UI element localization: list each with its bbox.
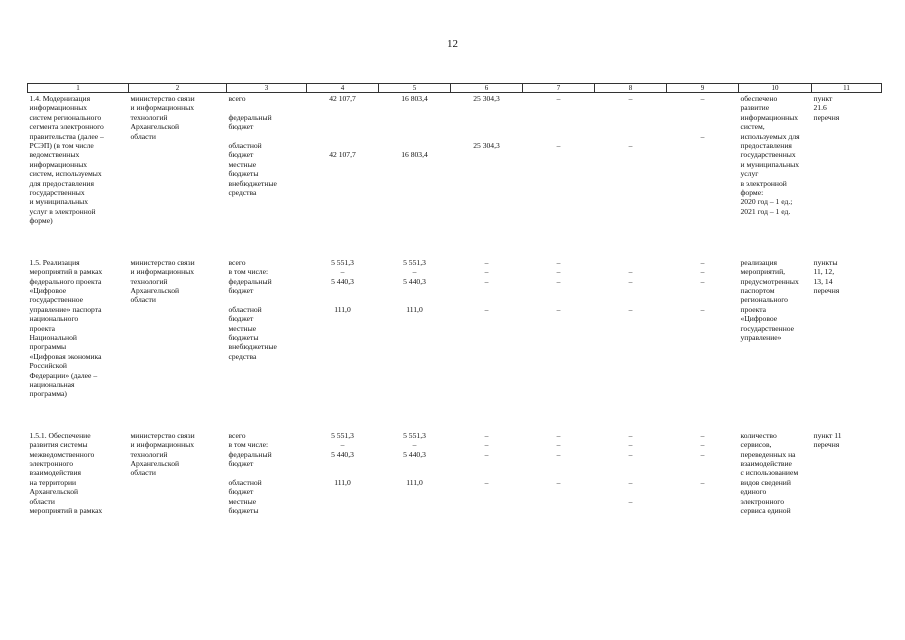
cell-line: технологий	[130, 276, 168, 286]
cell-line: пункты	[813, 257, 838, 267]
cell-line: –	[556, 141, 561, 151]
cell-line: областной	[228, 304, 262, 314]
cell-line: используемых для	[740, 131, 800, 141]
cell-line	[309, 286, 377, 295]
cell-line	[229, 468, 305, 477]
cell-line: внебюджетные	[228, 342, 277, 352]
cell-line: форме:	[740, 188, 764, 198]
cell-line: развитие	[740, 103, 770, 113]
cell-line: бюджеты	[228, 332, 259, 342]
program-table	[27, 83, 882, 516]
measure-name-cell	[28, 430, 129, 517]
cell-line	[597, 286, 665, 295]
cell-line: федеральный	[228, 449, 272, 459]
total-amount-cell	[307, 257, 379, 400]
cell-line: бюджеты	[228, 169, 259, 179]
cell-line	[597, 487, 665, 496]
cell-line: перечня	[813, 440, 840, 450]
cell-line	[669, 286, 737, 295]
cell-line	[381, 122, 449, 131]
cell-line: –	[484, 449, 489, 459]
cell-line: систем регионального	[29, 112, 102, 122]
cell-line: информационных	[29, 103, 88, 113]
cell-line	[381, 103, 449, 112]
reference-cell	[812, 430, 882, 517]
cell-line: –	[484, 304, 489, 314]
cell-line	[669, 103, 737, 112]
executor-cell	[129, 430, 227, 517]
spacer-cell	[28, 227, 882, 257]
page-number: 12	[447, 38, 458, 50]
cell-line	[229, 132, 305, 141]
cell-line: 42 107,7	[329, 94, 356, 103]
cell-line	[525, 295, 593, 304]
cell-line: систем, используемых	[29, 169, 102, 179]
cell-line: 16 803,4	[401, 150, 428, 160]
cell-line: с использованием	[740, 468, 799, 478]
cell-line: государственное	[740, 323, 795, 333]
row-spacer	[28, 227, 882, 257]
cell-line: 16 803,4	[401, 94, 428, 103]
cell-line	[597, 113, 665, 122]
year-2024-cell	[667, 93, 739, 227]
cell-line: Архангельской	[29, 487, 79, 497]
cell-line: Национальной	[29, 332, 77, 342]
cell-line: 2020 год – 1 ед.;	[740, 197, 793, 207]
cell-line: систем,	[740, 122, 765, 132]
cell-line	[669, 122, 737, 131]
cell-line: –	[700, 94, 705, 103]
cell-line: –	[412, 267, 417, 277]
cell-line: перечня	[813, 285, 840, 295]
cell-line: информационных	[29, 159, 88, 169]
cell-line	[669, 295, 737, 304]
year-2022-cell	[523, 257, 595, 400]
cell-line	[381, 295, 449, 304]
cell-line: предусмотренных	[740, 276, 799, 286]
cell-line: бюджет	[228, 285, 254, 295]
reference-cell	[812, 257, 882, 400]
cell-line	[525, 103, 593, 112]
spacer-cell	[28, 400, 882, 430]
cell-line	[309, 141, 377, 150]
cell-line: взаимодействия	[29, 468, 82, 478]
cell-line	[381, 113, 449, 122]
cell-line: 13, 14	[813, 276, 833, 286]
column-header: 11	[812, 84, 882, 93]
cell-line: мероприятий в рамках	[29, 267, 103, 277]
cell-line	[309, 103, 377, 112]
cell-line: 5 551,3	[403, 257, 426, 267]
cell-line: 5 440,3	[403, 449, 426, 459]
cell-line: и информационных	[130, 267, 195, 277]
cell-line: –	[484, 440, 489, 450]
cell-line	[229, 295, 305, 304]
cell-line: –	[700, 449, 705, 459]
cell-line: «Цифровое	[740, 314, 778, 324]
cell-line: государственное	[29, 295, 84, 305]
cell-line: 5 551,3	[331, 430, 354, 440]
year-2022-cell	[523, 93, 595, 227]
cell-line	[525, 122, 593, 131]
cell-line: федеральный	[228, 112, 272, 122]
cell-line: местные	[228, 496, 257, 506]
cell-line: средства	[228, 188, 257, 198]
cell-line: –	[628, 430, 633, 440]
cell-line: бюджет	[228, 459, 254, 468]
cell-line: сервиса единой	[740, 506, 791, 516]
cell-line: развития системы	[29, 440, 88, 450]
cell-line: –	[628, 94, 633, 103]
cell-line: электронного	[29, 459, 74, 468]
cell-line	[597, 103, 665, 112]
cell-line: –	[340, 267, 345, 277]
reference-cell	[812, 93, 882, 227]
cell-line: бюджет	[228, 122, 254, 132]
executor-cell	[129, 93, 227, 227]
cell-line: местные	[228, 159, 257, 169]
cell-line: информационных	[740, 112, 799, 122]
cell-line	[309, 468, 377, 477]
year-2023-cell	[595, 257, 667, 400]
cell-line: 111,0	[406, 477, 423, 487]
cell-line	[381, 286, 449, 295]
cell-line: –	[556, 440, 561, 450]
cell-line	[597, 295, 665, 304]
cell-line	[669, 468, 737, 477]
cell-line	[381, 468, 449, 477]
year-2021-cell	[451, 93, 523, 227]
cell-line: единого	[740, 487, 767, 497]
year-2022-cell	[523, 430, 595, 517]
cell-line: мероприятий,	[740, 267, 786, 277]
cell-line: государственных	[740, 150, 796, 160]
cell-line: проекта	[29, 323, 55, 333]
year-2024-cell	[667, 257, 739, 400]
cell-line: всего	[228, 257, 246, 267]
column-header: 2	[129, 84, 227, 93]
cell-line	[669, 459, 737, 468]
cell-line	[309, 132, 377, 141]
cell-line: бюджет	[228, 314, 254, 324]
cell-line: области	[29, 496, 55, 506]
cell-line: –	[700, 276, 705, 286]
cell-line	[669, 113, 737, 122]
cell-line: технологий	[130, 112, 168, 122]
total-amount-cell	[307, 93, 379, 227]
cell-line: –	[700, 440, 705, 450]
cell-line: –	[628, 276, 633, 286]
cell-line: министерство связи	[130, 94, 195, 103]
cell-line: –	[556, 449, 561, 459]
cell-line: 2021 год – 1 ед.	[740, 206, 791, 216]
cell-line: количество	[740, 430, 777, 440]
total-amount-cell	[307, 430, 379, 517]
cell-line	[597, 468, 665, 477]
cell-line: паспортом	[740, 285, 775, 295]
year-2020-cell	[379, 257, 451, 400]
cell-line	[309, 113, 377, 122]
cell-line	[381, 141, 449, 150]
cell-line: электронного	[740, 496, 785, 506]
cell-line: Федерации» (далее –	[29, 370, 98, 380]
cell-line: 111,0	[334, 304, 351, 314]
result-cell	[739, 430, 812, 517]
cell-line: министерство связи	[130, 257, 195, 267]
cell-line: в том числе:	[228, 440, 269, 450]
year-2023-cell	[595, 430, 667, 517]
cell-line: 1.5. Реализация	[29, 257, 80, 267]
column-header: 6	[451, 84, 523, 93]
cell-line: –	[484, 267, 489, 277]
cell-line: переведенных на	[740, 449, 796, 459]
table-row	[28, 93, 882, 227]
cell-line: 11, 12,	[813, 267, 835, 277]
cell-line: и информационных	[130, 440, 195, 450]
cell-line: 5 551,3	[403, 430, 426, 440]
cell-line	[453, 132, 521, 141]
cell-line: –	[628, 304, 633, 314]
cell-line: –	[340, 440, 345, 450]
cell-line: государственных	[29, 188, 85, 198]
cell-line: бюджет	[228, 150, 254, 160]
cell-line	[597, 132, 665, 141]
cell-line	[381, 459, 449, 468]
year-2021-cell	[451, 257, 523, 400]
cell-line: 5 440,3	[331, 449, 354, 459]
cell-line: обеспечено	[740, 94, 778, 103]
result-cell	[739, 93, 812, 227]
cell-line: технологий	[130, 449, 168, 459]
cell-line: и муниципальных	[740, 159, 800, 169]
cell-line: 1.4. Модернизация	[29, 94, 91, 103]
cell-line: мероприятий в рамках	[29, 506, 103, 516]
cell-line: национального	[29, 314, 79, 324]
cell-line: –	[556, 257, 561, 267]
cell-line: сегмента электронного	[29, 122, 104, 132]
cell-line: –	[628, 440, 633, 450]
cell-line: –	[556, 267, 561, 277]
cell-line: 25 304,3	[473, 141, 500, 151]
cell-line	[525, 286, 593, 295]
column-header: 9	[667, 84, 739, 93]
cell-line: –	[556, 94, 561, 103]
cell-line: федеральный	[228, 276, 272, 286]
cell-line	[453, 459, 521, 468]
cell-line: области	[130, 295, 156, 305]
cell-line: управление»	[740, 332, 782, 342]
measure-name-cell	[28, 93, 129, 227]
cell-line: –	[628, 477, 633, 487]
cell-line: –	[700, 267, 705, 277]
cell-line: –	[556, 430, 561, 440]
cell-line: 111,0	[334, 477, 351, 487]
cell-line: –	[484, 276, 489, 286]
cell-line: ведомственных	[29, 150, 80, 160]
cell-line: управление» паспорта	[29, 304, 102, 314]
cell-line: Архангельской	[130, 459, 180, 468]
cell-line: областной	[228, 141, 262, 151]
cell-line	[597, 258, 665, 267]
cell-line: –	[700, 304, 705, 314]
cell-line	[453, 295, 521, 304]
cell-line: 5 440,3	[331, 276, 354, 286]
cell-line: –	[700, 257, 705, 267]
cell-line: –	[700, 477, 705, 487]
cell-line: –	[628, 141, 633, 151]
cell-line: 1.5.1. Обеспечение	[29, 430, 91, 440]
cell-line: услуг в электронной	[29, 206, 96, 216]
year-2023-cell	[595, 93, 667, 227]
cell-line: пункт	[813, 94, 833, 103]
cell-line: программа)	[29, 389, 67, 399]
cell-line: Архангельской	[130, 285, 180, 295]
cell-line: всего	[228, 430, 246, 440]
cell-line	[453, 113, 521, 122]
cell-line: правительства (далее –	[29, 131, 104, 141]
table-body	[28, 93, 882, 517]
cell-line	[453, 286, 521, 295]
year-2024-cell	[667, 430, 739, 517]
cell-line: областной	[228, 477, 262, 487]
cell-line: РСЭП) (в том числе	[29, 141, 94, 151]
column-header: 3	[227, 84, 307, 93]
funding-source-cell	[227, 430, 307, 517]
row-spacer	[28, 400, 882, 430]
executor-cell	[129, 257, 227, 400]
cell-line: –	[484, 477, 489, 487]
year-2021-cell	[451, 430, 523, 517]
cell-line: услуг	[740, 169, 759, 179]
cell-line: Российской	[29, 361, 67, 371]
cell-line	[525, 113, 593, 122]
cell-line: 5 440,3	[403, 276, 426, 286]
cell-line: Архангельской	[130, 122, 180, 132]
cell-line: бюджет	[228, 487, 254, 497]
cell-line: программы	[29, 342, 67, 352]
cell-line: 111,0	[406, 304, 423, 314]
cell-line: видов сведений	[740, 477, 791, 487]
cell-line: всего	[228, 94, 246, 103]
cell-line: регионального	[740, 295, 788, 305]
cell-line: межведомственного	[29, 449, 95, 459]
column-header: 10	[739, 84, 812, 93]
cell-line: 42 107,7	[329, 150, 356, 160]
cell-line: 25 304,3	[473, 94, 500, 103]
cell-line: –	[628, 496, 633, 506]
cell-line: –	[556, 276, 561, 286]
cell-line: «Цифровое	[29, 285, 67, 295]
year-2020-cell	[379, 430, 451, 517]
cell-line	[309, 459, 377, 468]
column-header: 4	[307, 84, 379, 93]
cell-line: 5 551,3	[331, 257, 354, 267]
cell-line: –	[484, 257, 489, 267]
cell-line: местные	[228, 323, 257, 333]
cell-line	[453, 103, 521, 112]
cell-line	[453, 122, 521, 131]
cell-line: внебюджетные	[228, 178, 277, 188]
cell-line: –	[412, 440, 417, 450]
cell-line: области	[130, 131, 156, 141]
cell-line: и муниципальных	[29, 197, 89, 207]
measure-name-cell	[28, 257, 129, 400]
cell-line	[597, 122, 665, 131]
cell-line: на территории	[29, 477, 77, 487]
cell-line: и информационных	[130, 103, 195, 113]
cell-line	[525, 459, 593, 468]
year-2020-cell	[379, 93, 451, 227]
cell-line	[525, 132, 593, 141]
funding-source-cell	[227, 93, 307, 227]
cell-line	[381, 132, 449, 141]
cell-line: –	[628, 449, 633, 459]
column-header: 1	[28, 84, 129, 93]
cell-line: федерального проекта	[29, 276, 102, 286]
cell-line: области	[130, 468, 156, 478]
cell-line: для предоставления	[29, 178, 94, 188]
cell-line: в том числе:	[228, 267, 269, 277]
cell-line: предоставления	[740, 141, 792, 151]
cell-line	[309, 122, 377, 131]
cell-line: средства	[228, 351, 257, 361]
cell-line: перечня	[813, 112, 840, 122]
cell-line: бюджеты	[228, 506, 259, 516]
column-header: 7	[523, 84, 595, 93]
cell-line: министерство связи	[130, 430, 195, 440]
cell-line: проекта	[740, 304, 766, 314]
cell-line: –	[556, 304, 561, 314]
cell-line: форме)	[29, 216, 53, 226]
cell-line: взаимодействие	[740, 459, 792, 468]
cell-line: 21.6	[813, 103, 827, 113]
cell-line	[525, 468, 593, 477]
cell-line	[453, 468, 521, 477]
column-header: 5	[379, 84, 451, 93]
cell-line: «Цифровая экономика	[29, 351, 102, 361]
column-number-row	[28, 84, 882, 93]
cell-line: –	[628, 267, 633, 277]
cell-line: реализация	[740, 257, 778, 267]
cell-line	[229, 103, 305, 112]
funding-source-cell	[227, 257, 307, 400]
column-header: 8	[595, 84, 667, 93]
cell-line	[597, 459, 665, 468]
cell-line	[309, 295, 377, 304]
cell-line: в электронной	[740, 178, 787, 188]
table-row	[28, 257, 882, 400]
cell-line: сервисов,	[740, 440, 772, 450]
cell-line: –	[484, 430, 489, 440]
cell-line: –	[700, 430, 705, 440]
table-row	[28, 430, 882, 517]
cell-line: –	[556, 477, 561, 487]
cell-line: –	[700, 131, 705, 141]
result-cell	[739, 257, 812, 400]
cell-line: национальная	[29, 379, 75, 389]
cell-line: пункт 11	[813, 430, 842, 440]
